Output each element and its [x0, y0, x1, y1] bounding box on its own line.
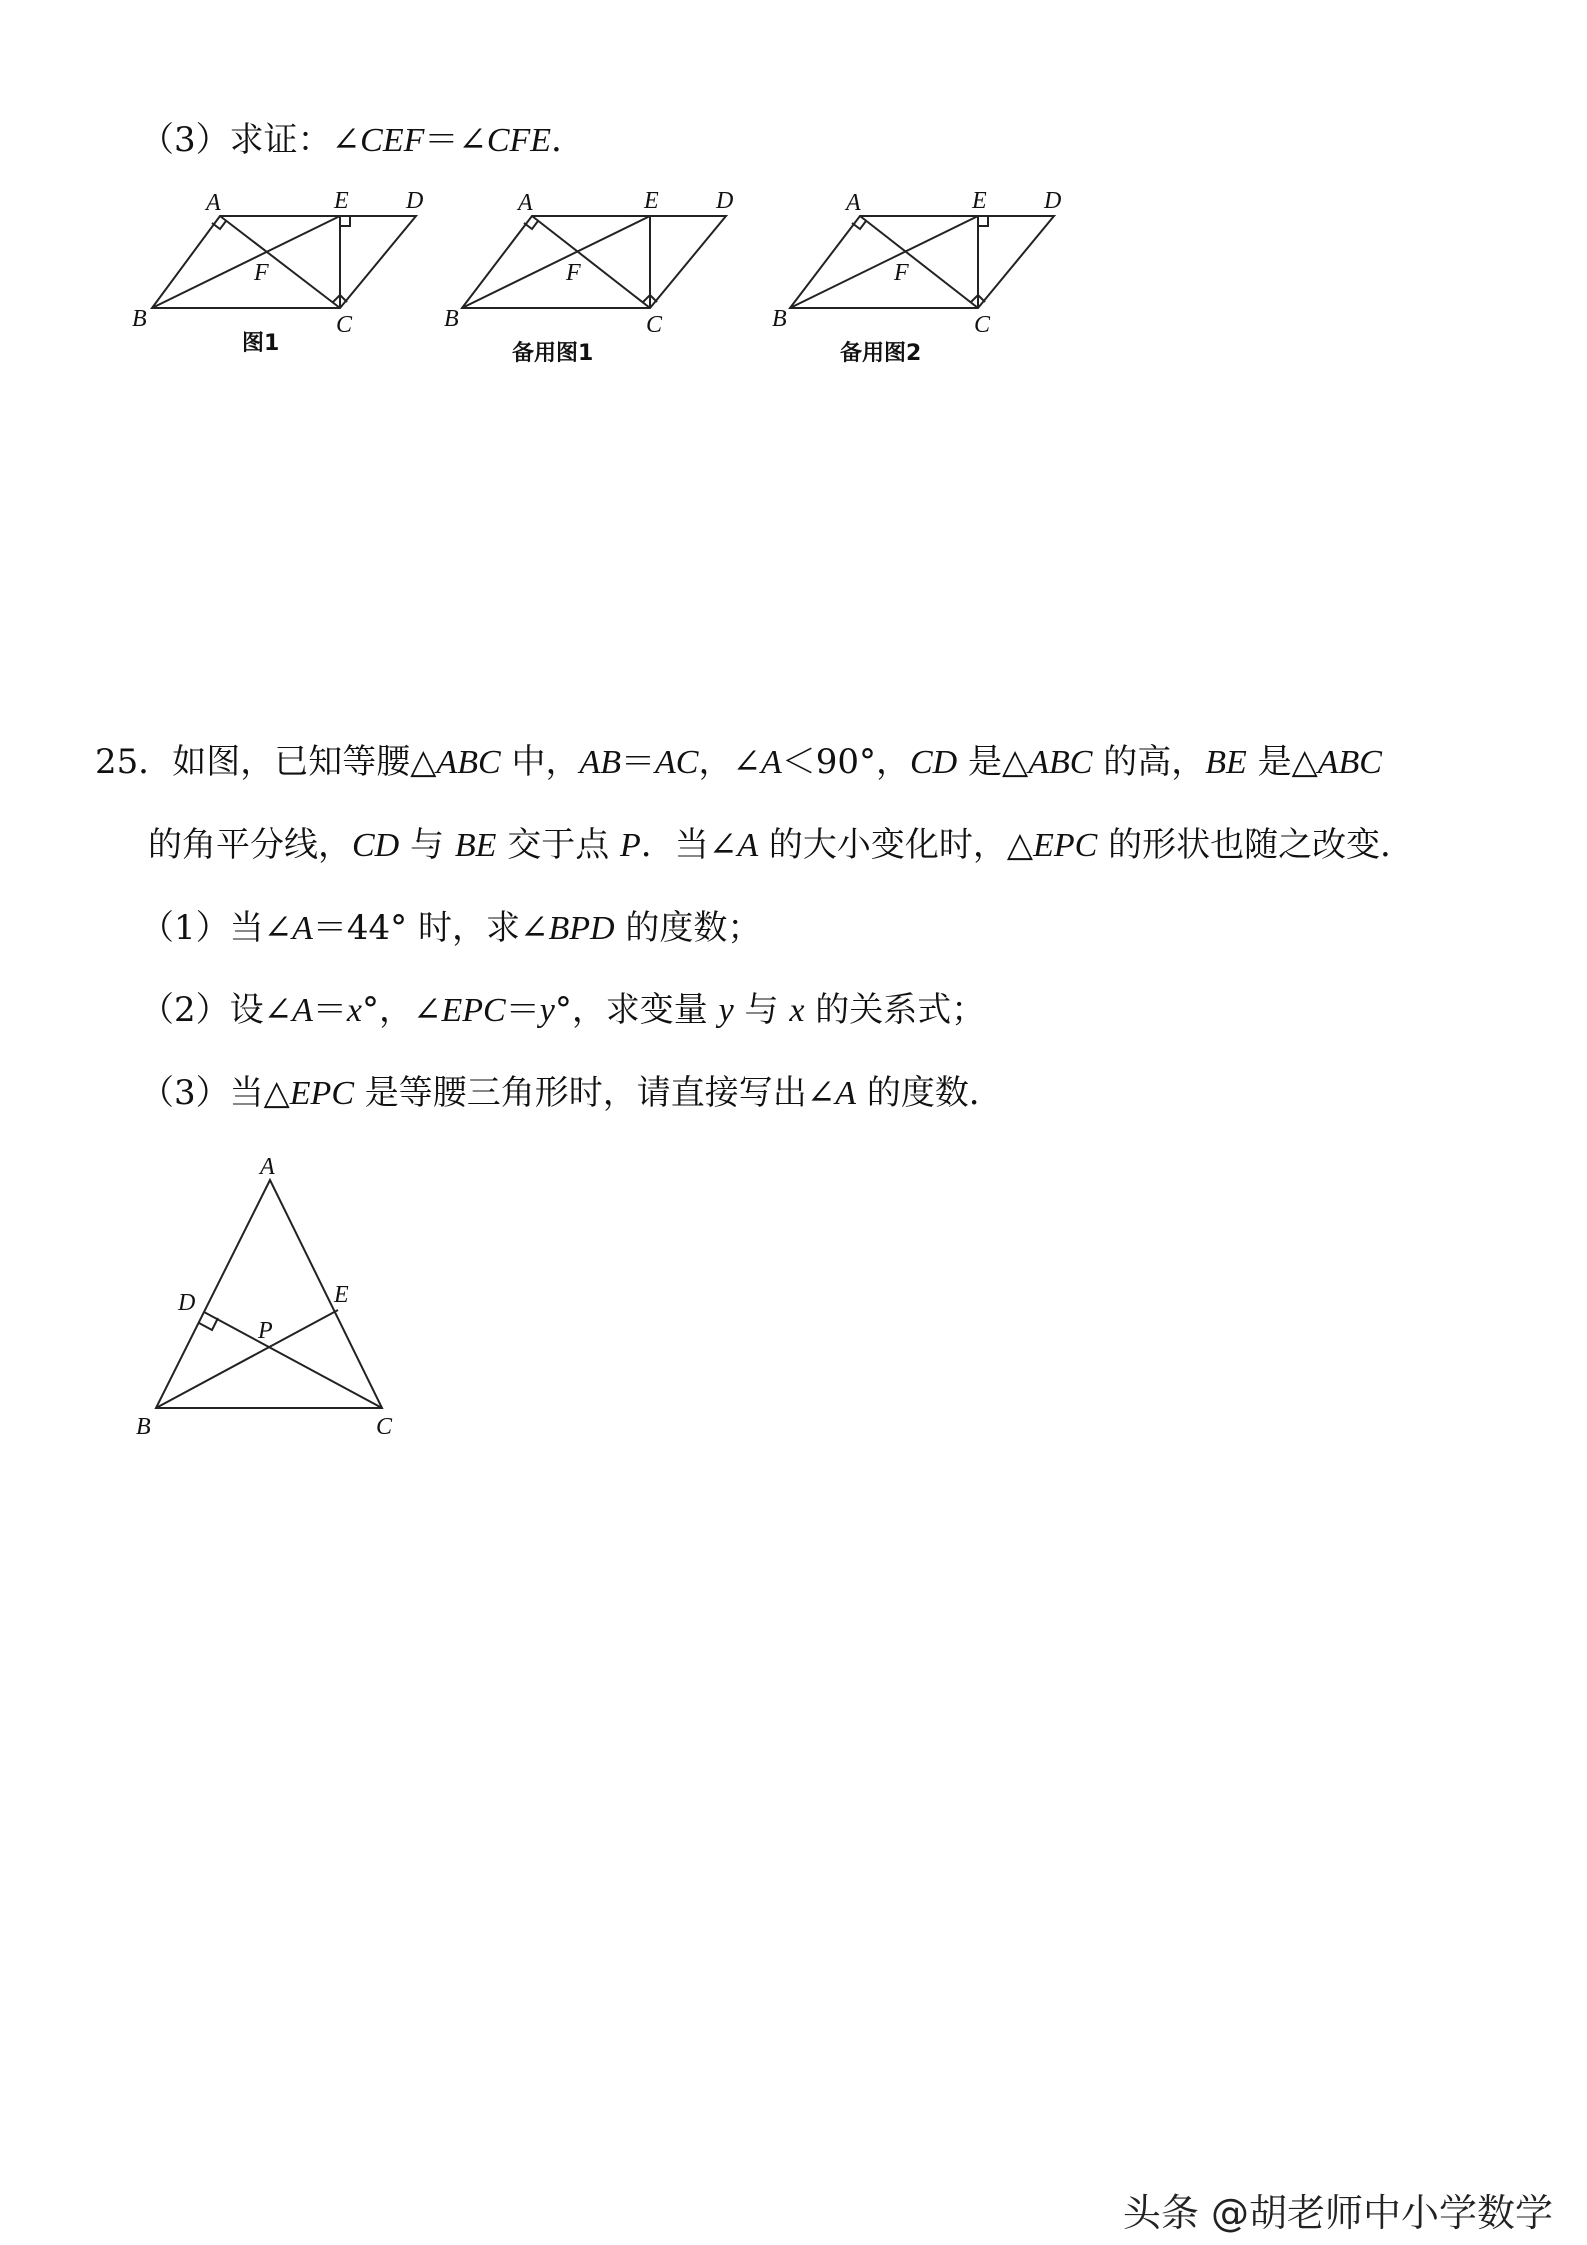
text-segment: （3）求证： [140, 120, 332, 160]
q25-part3 [140, 1071, 1003, 1116]
text-segment: ．当∠ [640, 825, 738, 865]
text-segment: 是△ [1246, 742, 1318, 782]
text-segment: A [760, 744, 782, 781]
text-segment: （3）当△ [140, 1073, 290, 1113]
label-d: D [178, 1290, 196, 1316]
text-segment: ∠ [331, 120, 361, 160]
right-angle-mark-e [340, 216, 350, 226]
text-segment: 的高， [1092, 742, 1206, 782]
caption-backup-2: 备用图2 [840, 341, 922, 366]
text-segment: CEF [360, 122, 425, 159]
text-segment: BE [1205, 744, 1247, 781]
text-segment: CD [352, 827, 400, 864]
text-segment: 是△ [957, 742, 1029, 782]
text-segment: y [539, 992, 555, 1029]
text-segment: EPC [1033, 827, 1098, 864]
text-segment: 与 [399, 825, 455, 865]
segment-be [790, 216, 978, 308]
text-segment: A [292, 910, 313, 947]
label-a: A [206, 190, 221, 216]
label-d: D [716, 188, 734, 214]
text-segment: 交于点 [496, 825, 621, 865]
caption-figure-1: 图1 [242, 331, 280, 356]
segment-ae-bc-diag [220, 216, 340, 308]
label-f: F [566, 260, 581, 286]
label-a: A [846, 190, 861, 216]
text-segment: ＝44° 时，求∠ [312, 908, 549, 948]
parallelogram-outline [790, 216, 1054, 308]
segment-cd [204, 1312, 382, 1408]
text-segment: ABC [1028, 744, 1093, 781]
text-segment: AB [579, 744, 621, 781]
label-c: C [974, 312, 991, 338]
q25-part2 [140, 988, 985, 1033]
text-segment: y [718, 992, 734, 1029]
text-segment: 中， [500, 742, 580, 782]
text-segment: 的形状也随之改变． [1097, 825, 1415, 865]
segment-be [152, 216, 340, 308]
right-angle-mark-d [199, 1318, 218, 1330]
text-segment: °，∠ [362, 990, 442, 1030]
label-f: F [894, 260, 909, 286]
right-angle-mark-a [212, 221, 226, 229]
figure-backup-1 [440, 180, 760, 370]
text-segment: 是等腰三角形时，请直接写出∠ [354, 1073, 836, 1113]
caption-backup-1: 备用图1 [512, 341, 594, 366]
label-f: F [254, 260, 269, 286]
text-segment: °，求变量 [554, 990, 719, 1030]
text-segment: 与 [733, 990, 790, 1030]
label-c: C [376, 1414, 393, 1440]
right-angle-mark-e [978, 216, 988, 226]
label-d: D [406, 188, 424, 214]
label-e: E [644, 188, 659, 214]
segment-be [462, 216, 650, 308]
q24-part3-text [140, 118, 585, 163]
text-segment: ＝ [621, 742, 655, 782]
text-segment: A [292, 992, 313, 1029]
figure-backup-2 [768, 180, 1088, 370]
text-segment: 的角平分线， [148, 825, 352, 865]
text-segment: AC [655, 744, 699, 781]
label-b: B [444, 306, 459, 332]
label-e: E [334, 188, 349, 214]
text-segment: EPC [441, 992, 506, 1029]
label-b: B [772, 306, 787, 332]
label-d: D [1044, 188, 1062, 214]
label-a: A [518, 190, 533, 216]
text-segment: 的度数； [614, 908, 762, 948]
text-segment: ABC [1317, 744, 1382, 781]
text-segment: P [620, 827, 641, 864]
text-segment: （2）设∠ [140, 990, 293, 1030]
text-segment: ＜90°， [781, 742, 910, 782]
label-b: B [136, 1414, 151, 1440]
text-segment: （1）当∠ [140, 908, 293, 948]
text-segment: 的关系式； [804, 990, 986, 1030]
text-segment: BPD [548, 910, 615, 947]
text-segment: ，∠ [698, 742, 761, 782]
text-segment: A [737, 827, 759, 864]
watermark-text: 头条 @胡老师中小学数学 [1122, 2191, 1553, 2235]
text-segment: CFE [486, 122, 552, 159]
text-segment: EPC [289, 1075, 354, 1112]
text-segment: ＝ [505, 990, 540, 1030]
text-segment: x [789, 992, 805, 1029]
text-segment: ＝ [312, 990, 347, 1030]
text-segment: 的大小变化时，△ [758, 825, 1034, 865]
segment-ac [532, 216, 650, 308]
text-segment: CD [910, 744, 958, 781]
label-c: C [646, 312, 663, 338]
label-e: E [334, 1282, 349, 1308]
segment-ac [860, 216, 978, 308]
figure-1-parallelogram [130, 180, 450, 360]
text-segment: ABC [436, 744, 501, 781]
label-p: P [258, 1318, 273, 1344]
label-b: B [132, 306, 147, 332]
text-segment: x [346, 992, 362, 1029]
figure-isosceles-triangle [130, 1154, 430, 1450]
text-segment: 的度数． [856, 1073, 1003, 1113]
q25-part1 [140, 906, 761, 951]
label-a: A [260, 1154, 275, 1180]
text-segment: BE [454, 827, 497, 864]
text-segment: 25．如图，已知等腰△ [95, 742, 437, 782]
segment-be [156, 1310, 338, 1408]
q25-stem-line1 [95, 740, 1382, 785]
label-e: E [972, 188, 987, 214]
q25-stem-line2 [148, 823, 1414, 868]
parallelogram-outline [152, 216, 416, 308]
text-segment: ＝∠ [424, 120, 487, 160]
text-segment: ． [551, 120, 586, 160]
parallelogram-outline [462, 216, 726, 308]
text-segment: A [835, 1075, 857, 1112]
label-c: C [336, 312, 353, 338]
